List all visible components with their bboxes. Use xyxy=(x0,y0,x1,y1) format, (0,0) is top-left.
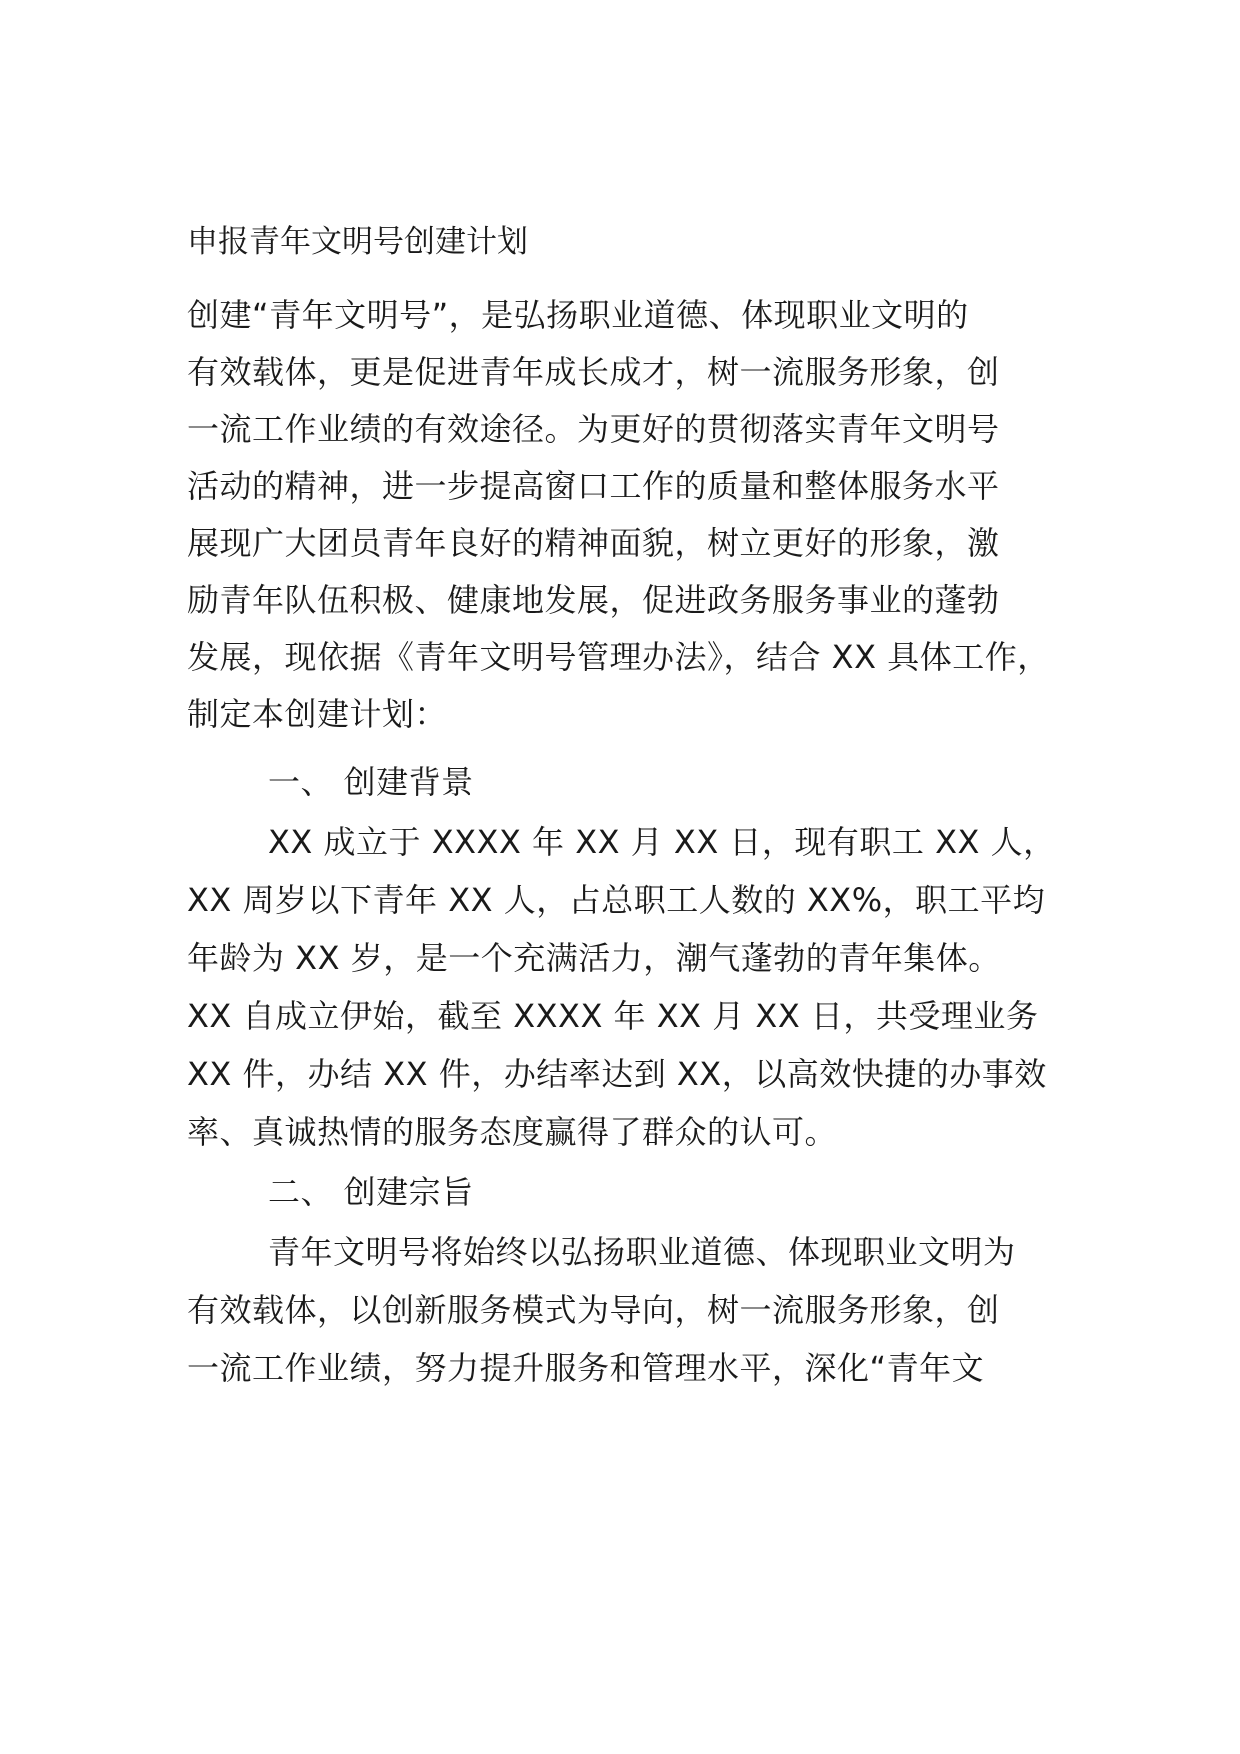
section2-line: 青年文明号将始终以弘扬职业道德、体现职业文明为 xyxy=(268,1233,1016,1271)
intro-line: 制定本创建计划： xyxy=(187,695,448,733)
intro-line: 有效载体，更是促进青年成长成才，树一流服务形象，创 xyxy=(187,353,1000,391)
intro-line: 创建“青年文明号”，是弘扬职业道德、体现职业文明的 xyxy=(187,296,969,334)
intro-line: 励青年队伍积极、健康地发展，促进政务服务事业的蓬勃 xyxy=(187,581,1000,619)
section1-line: 年龄为 XX 岁，是一个充满活力，潮气蓬勃的青年集体。 xyxy=(187,939,1001,977)
section1-line: XX 周岁以下青年 XX 人，占总职工人数的 XX%，职工平均 xyxy=(187,881,1046,919)
intro-line: 活动的精神，进一步提高窗口工作的质量和整体服务水平 xyxy=(187,467,1000,505)
section2-line: 有效载体，以创新服务模式为导向，树一流服务形象，创 xyxy=(187,1291,1000,1329)
section1-line: 率、真诚热情的服务态度赢得了群众的认可。 xyxy=(187,1113,838,1151)
section-heading-background: 一、 创建背景 xyxy=(268,763,474,801)
section-heading-purpose: 二、 创建宗旨 xyxy=(268,1173,474,1211)
document-title: 申报青年文明号创建计划 xyxy=(187,224,528,260)
intro-line: 发展，现依据《青年文明号管理办法》，结合 XX 具体工作， xyxy=(187,638,1050,676)
section1-line: XX 件，办结 XX 件，办结率达到 XX，以高效快捷的办事效 xyxy=(187,1055,1047,1093)
section1-line: XX 自成立伊始，截至 XXXX 年 XX 月 XX 日，共受理业务 xyxy=(187,997,1039,1035)
section2-line: 一流工作业绩，努力提升服务和管理水平，深化“青年文 xyxy=(187,1349,985,1387)
intro-line: 一流工作业绩的有效途径。为更好的贯彻落实青年文明号 xyxy=(187,410,1000,448)
section1-line: XX 成立于 XXXX 年 XX 月 XX 日，现有职工 XX 人， xyxy=(268,823,1056,861)
intro-line: 展现广大团员青年良好的精神面貌，树立更好的形象，激 xyxy=(187,524,1000,562)
